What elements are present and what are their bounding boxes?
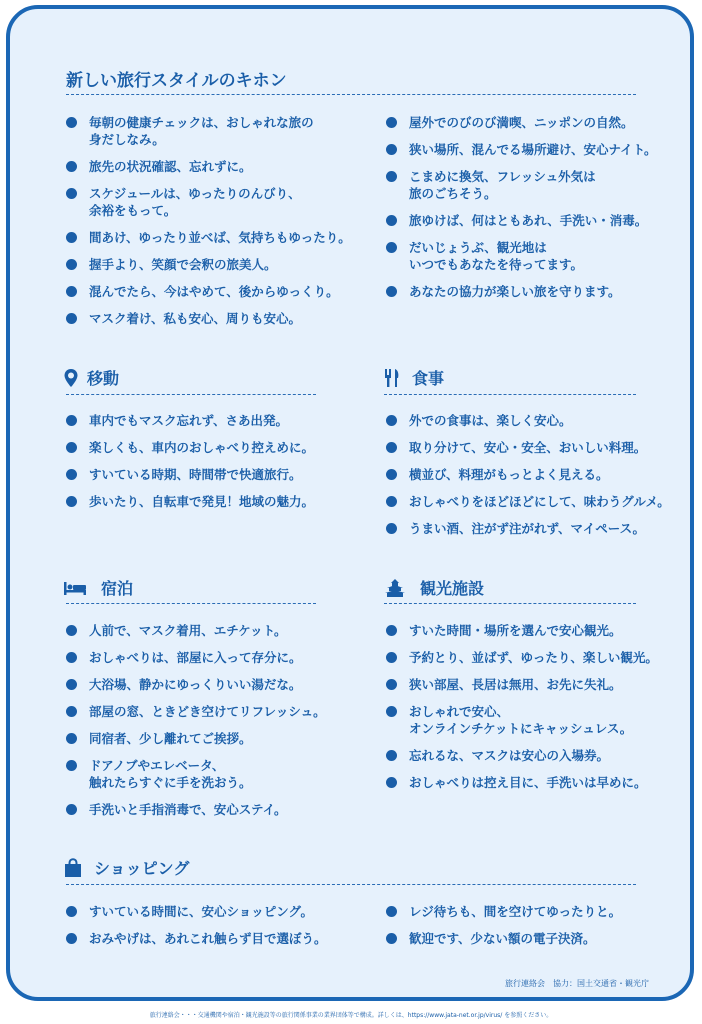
list-item	[386, 493, 670, 510]
list-item-line: 身だしなみ。	[89, 132, 165, 147]
list-item-line: 歩いたり、自転車で発見！地域の魅力。	[89, 494, 315, 509]
main-title: 新しい旅行スタイルのキホン	[66, 71, 287, 91]
list-item-line: マスク着け、私も安心、周りも安心。	[89, 311, 302, 326]
list-item-line: ドアノブやエレベータ、	[89, 758, 225, 773]
list-item	[66, 622, 326, 639]
main-rule	[66, 94, 636, 95]
list-item	[66, 439, 314, 456]
shokuji-rule	[384, 394, 636, 395]
list-item	[66, 412, 314, 429]
list-item	[386, 774, 658, 791]
idou-title: 移動	[63, 366, 119, 389]
list-item	[386, 747, 658, 764]
main-list-left	[66, 114, 351, 337]
list-item	[386, 114, 657, 131]
shopping-list-left	[66, 903, 327, 957]
list-item	[66, 730, 326, 747]
list-item	[386, 903, 621, 920]
list-item-line: 握手より、笑顔で会釈の旅美人。	[89, 257, 277, 272]
kanko-list	[386, 622, 658, 801]
list-item-line: すいた時間・場所を選んで安心観光。	[409, 623, 622, 638]
list-item-line: だいじょうぶ、観光地は	[409, 240, 547, 255]
list-item-line: 忘れるな、マスクは安心の入場券。	[409, 748, 610, 763]
list-item	[66, 676, 326, 693]
list-item-line: 狭い場所、混んでる場所避け、安心ナイト。	[409, 142, 657, 157]
shokuji-title: 食事	[384, 366, 444, 389]
list-item	[66, 283, 351, 300]
list-item	[66, 256, 351, 273]
list-item	[66, 158, 351, 175]
list-item	[66, 757, 326, 791]
shokuji-list	[386, 412, 670, 547]
list-item-line: おしゃれで安心、	[409, 704, 510, 719]
shopping-bag-icon	[64, 858, 82, 878]
list-item-line: おしゃべりは、部屋に入って存分に。	[89, 650, 302, 665]
list-item	[66, 649, 326, 666]
list-item	[66, 703, 326, 720]
list-item-line: 旅ゆけば、何はともあれ、手洗い・消毒。	[409, 213, 648, 228]
list-item-line: すいている時期、時間帯で快適旅行。	[89, 467, 302, 482]
list-item-line: 狭い部屋、長居は無用、お先に失礼。	[409, 677, 622, 692]
kanko-rule	[384, 603, 636, 604]
list-item	[386, 168, 657, 202]
list-item-line: 旅のごちそう。	[409, 186, 497, 201]
shukuhaku-title: 宿泊	[63, 576, 133, 599]
list-item	[66, 493, 314, 510]
list-item	[386, 466, 670, 483]
list-item	[386, 930, 621, 947]
list-item	[386, 212, 657, 229]
list-item-line: いつでもあなたを待ってます。	[409, 257, 584, 272]
list-item-line: スケジュールは、ゆったりのんびり、	[89, 186, 301, 201]
shopping-list-right	[386, 903, 621, 957]
list-item-line: 余裕をもって。	[89, 203, 177, 218]
list-item-line: 旅先の状況確認、忘れずに。	[89, 159, 252, 174]
list-item	[66, 466, 314, 483]
footer-note: 旅行連絡会・・・交通機関や宿泊・観光施設等の旅行関係事業の業界団体等で構成。詳しくは、https://www.jata-net.or.jp/virus/ を参照ください。	[149, 1012, 553, 1019]
list-item-line: あなたの協力が楽しい旅を守ります。	[409, 284, 621, 299]
list-item-line: 人前で、マスク着用、エチケット。	[89, 623, 287, 638]
list-item-line: 予約とり、並ばず、ゆったり、楽しい観光。	[409, 650, 658, 665]
list-item-line: 手洗いと手指消毒で、安心ステイ。	[89, 802, 287, 817]
list-item-line: おみやげは、あれこれ触らず目で選ぼう。	[89, 931, 327, 946]
list-item-line: 楽しくも、車内のおしゃべり控えめに。	[89, 440, 315, 455]
map-pin-icon	[63, 368, 79, 388]
list-item-line: おしゃべりをほどほどにして、味わうグルメ。	[409, 494, 670, 509]
main-list-right	[386, 114, 657, 310]
list-item-line: 横並び、料理がもっとよく見える。	[409, 467, 609, 482]
list-item-line: 毎朝の健康チェックは、おしゃれな旅の	[89, 115, 314, 130]
list-item-line: レジ待ちも、間を空けてゆったりと。	[409, 904, 622, 919]
list-item-line: 歓迎です、少ない額の電子決済。	[409, 931, 596, 946]
list-item	[386, 239, 657, 273]
list-item-line: 間あけ、ゆったり並べば、気持ちもゆったり。	[89, 230, 351, 245]
list-item	[386, 141, 657, 158]
list-item	[66, 903, 327, 920]
list-item	[386, 412, 670, 429]
list-item-line: 大浴場、静かにゆっくりいい湯だな。	[89, 677, 302, 692]
bed-icon	[63, 580, 87, 596]
list-item-line: 取り分けて、安心・安全、おいしい料理。	[409, 440, 647, 455]
list-item	[66, 310, 351, 327]
list-item	[66, 114, 351, 148]
list-item	[386, 703, 658, 737]
shukuhaku-list	[66, 622, 326, 828]
list-item-line: 触れたらすぐに手を洗おう。	[89, 775, 252, 790]
list-item-line: 混んでたら、今はやめて、後からゆっくり。	[89, 284, 339, 299]
list-item	[386, 622, 658, 639]
list-item-line: おしゃべりは控え目に、手洗いは早めに。	[409, 775, 647, 790]
shukuhaku-rule	[66, 603, 316, 604]
kanko-title: 観光施設	[384, 576, 484, 599]
list-item	[386, 283, 657, 300]
list-item	[66, 229, 351, 246]
list-item	[386, 520, 670, 537]
list-item-line: 部屋の窓、ときどき空けてリフレッシュ。	[89, 704, 326, 719]
list-item-line: 屋外でのびのび満喫、ニッポンの自然。	[409, 115, 634, 130]
list-item-line: すいている時間に、安心ショッピング。	[89, 904, 314, 919]
list-item	[386, 649, 658, 666]
idou-list	[66, 412, 314, 520]
list-item-line: オンラインチケットにキャッシュレス。	[409, 721, 633, 736]
list-item	[386, 676, 658, 693]
list-item	[66, 185, 351, 219]
list-item-line: 同宿者、少し離れてご挨拶。	[89, 731, 252, 746]
list-item-line: 車内でもマスク忘れず、さあ出発。	[89, 413, 289, 428]
idou-rule	[66, 394, 316, 395]
fork-knife-icon	[384, 368, 404, 388]
list-item	[386, 439, 670, 456]
list-item	[66, 930, 327, 947]
list-item	[66, 801, 326, 818]
list-item-line: こまめに換気、フレッシュ外気は	[409, 169, 596, 184]
castle-icon	[384, 578, 406, 598]
shopping-title: ショッピング	[64, 856, 189, 879]
credit-line: 旅行連絡会 協力：国土交通省・観光庁	[505, 979, 649, 988]
shopping-rule	[66, 884, 636, 885]
list-item-line: 外での食事は、楽しく安心。	[409, 413, 572, 428]
list-item-line: うまい酒、注がず注がれず、マイペース。	[409, 521, 646, 536]
